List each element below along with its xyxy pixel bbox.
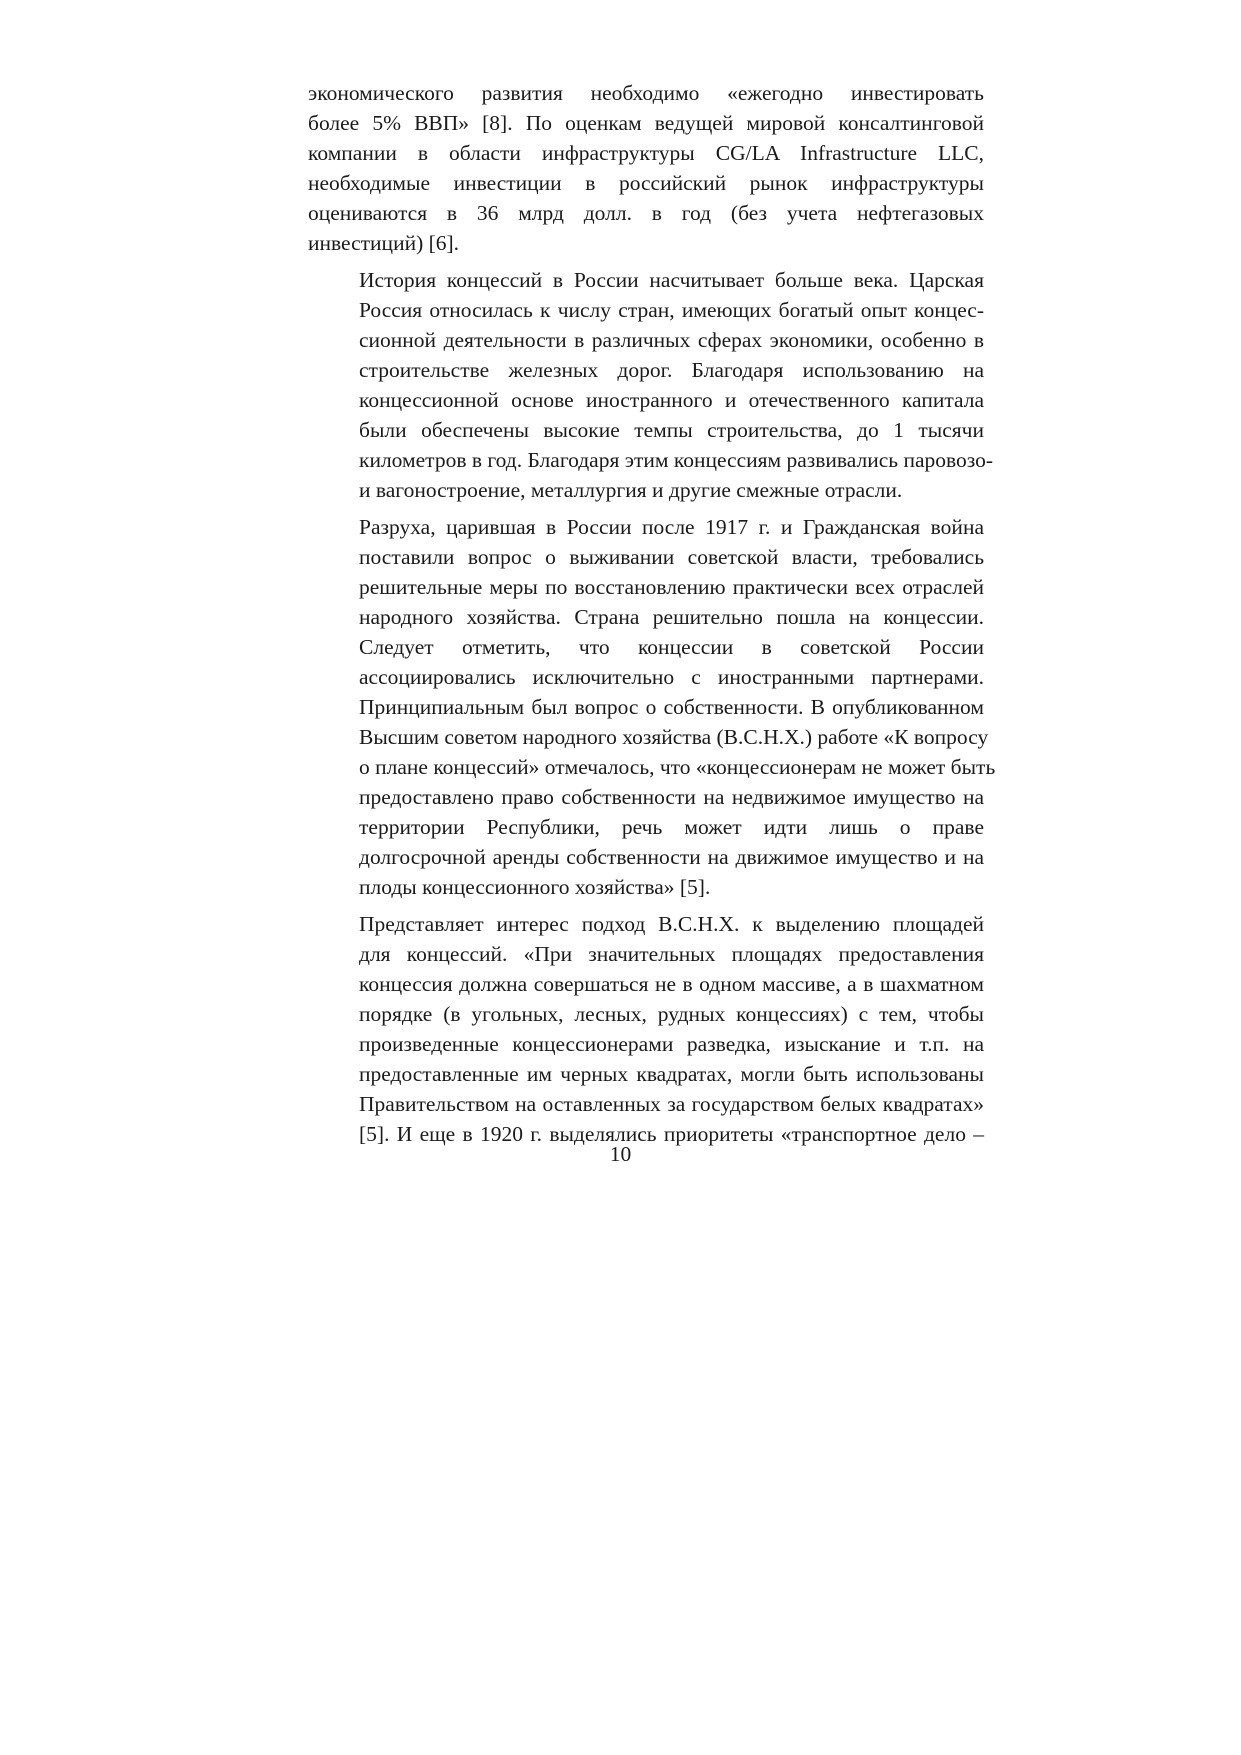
text-line: предоставленные им черных квадратах, могли быть использованы: [359, 1062, 984, 1086]
text-line: народного хозяйства. Страна решительно пошла на концессии.: [359, 605, 984, 629]
text-line: компании в области инфраструктуры CG/LA Infrastructure LLC,: [308, 141, 984, 165]
text-line: о плане концессий» отмечалось, что «концессионерам не может быть: [359, 755, 996, 779]
paragraph: [308, 78, 984, 258]
paragraph: [308, 265, 994, 505]
text-line: порядке (в угольных, лесных, рудных концессиях) с тем, чтобы: [359, 1002, 984, 1026]
text-line: для концессий. «При значительных площадях предоставления: [359, 942, 984, 966]
text-line: поставили вопрос о выживании советской власти, требовались: [359, 545, 984, 569]
text-line: сионной деятельности в различных сферах экономики, особенно в: [359, 328, 984, 352]
text-line: были обеспечены высокие темпы строительства, до 1 тысячи: [359, 418, 984, 442]
text-line: строительстве железных дорог. Благодаря использованию на: [359, 358, 984, 382]
text-line: Следует отметить, что концессии в советской России: [359, 635, 984, 659]
text-line: Высшим советом народного хозяйства (В.С.Н.Х.) работе «К вопросу: [359, 725, 989, 749]
text-line: более 5% ВВП» [8]. По оценкам ведущей мировой консалтинговой: [308, 111, 984, 135]
text-line: решительные меры по восстановлению практически всех отраслей: [359, 575, 984, 599]
text-line: [5]. И еще в 1920 г. выделялись приоритеты «транспортное дело –: [359, 1122, 984, 1146]
text-line: концессия должна совершаться не в одном массиве, а в шахматном: [359, 972, 984, 996]
paragraph: [308, 909, 984, 1149]
text-line: Принципиальным был вопрос о собственности. В опубликованном: [359, 695, 984, 719]
text-line: произведенные концессионерами разведка, изыскание и т.п. на: [359, 1032, 984, 1056]
text-line: и вагоностроение, металлургия и другие смежные отрасли.: [359, 478, 903, 502]
page-number: 10: [609, 1142, 632, 1166]
page-body: [308, 78, 996, 1156]
text-line: плоды концессионного хозяйства» [5].: [359, 875, 711, 899]
text-line: Представляет интерес подход В.С.Н.Х. к выделению площадей: [359, 912, 984, 936]
text-line: инвестиций) [6].: [308, 231, 460, 255]
paragraph: [308, 512, 996, 902]
text-line: Россия относилась к числу стран, имеющих богатый опыт концес-: [359, 298, 984, 322]
text-line: Разруха, царившая в России после 1917 г. и Гражданская война: [359, 515, 984, 539]
text-line: километров в год. Благодаря этим концессиям развивались паровозо-: [359, 448, 994, 472]
text-line: территории Республики, речь может идти лишь о праве: [359, 815, 984, 839]
text-line: концессионной основе иностранного и отечественного капитала: [359, 388, 984, 412]
text-line: необходимые инвестиции в российский рынок инфраструктуры: [308, 171, 984, 195]
text-line: История концессий в России насчитывает больше века. Царская: [359, 268, 984, 292]
text-line: оцениваются в 36 млрд долл. в год (без учета нефтегазовых: [308, 201, 984, 225]
text-line: предоставлено право собственности на недвижимое имущество на: [359, 785, 984, 809]
text-line: ассоциировались исключительно с иностранными партнерами.: [359, 665, 984, 689]
text-line: долгосрочной аренды собственности на движимое имущество и на: [359, 845, 984, 869]
text-line: экономического развития необходимо «ежегодно инвестировать: [308, 81, 984, 105]
text-line: Правительством на оставленных за государством белых квадратах»: [359, 1092, 984, 1116]
